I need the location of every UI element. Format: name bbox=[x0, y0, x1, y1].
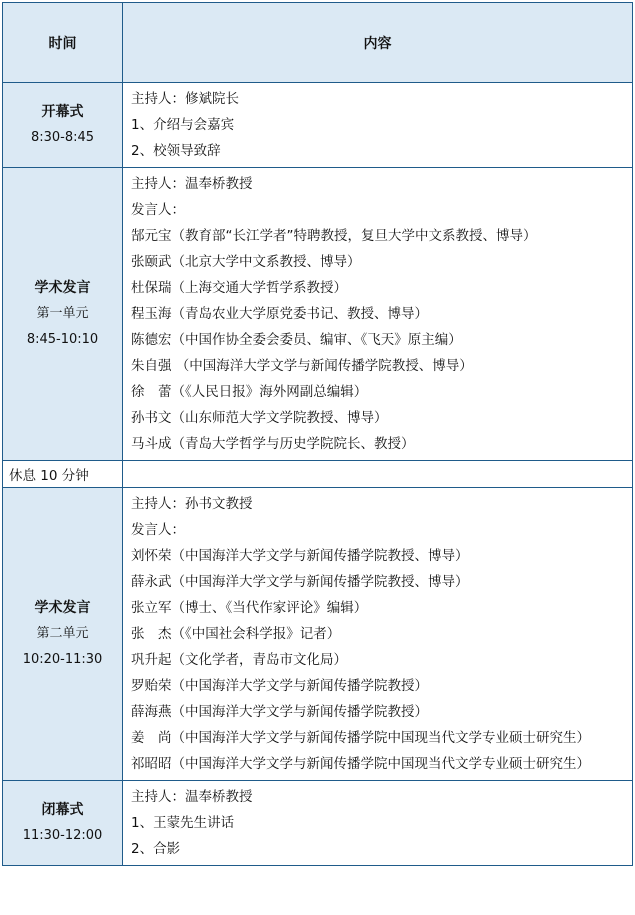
content-line: 陈德宏（中国作协全委会委员、编审、《飞天》原主编） bbox=[131, 332, 462, 348]
content-line: 薛海燕（中国海洋大学文学与新闻传播学院教授） bbox=[131, 704, 428, 720]
content-line: 罗贻荣（中国海洋大学文学与新闻传播学院教授） bbox=[131, 678, 428, 694]
schedule-table bbox=[2, 2, 633, 866]
break-empty bbox=[123, 461, 633, 488]
session-time: 10:20-11:30 bbox=[22, 652, 103, 667]
content-line: 张 杰（《中国社会科学报》记者） bbox=[131, 626, 341, 642]
session-label bbox=[3, 781, 123, 866]
session-row-closing bbox=[3, 781, 633, 866]
content-line: 主持人：温奉桥教授 bbox=[131, 176, 253, 192]
content-line: 发言人： bbox=[131, 202, 185, 218]
content-line: 1、王蒙先生讲话 bbox=[131, 815, 235, 831]
content-line: 巩升起（文化学者，青岛市文化局） bbox=[131, 652, 347, 668]
content-line: 主持人：温奉桥教授 bbox=[131, 789, 253, 805]
session-sub: 第一单元 bbox=[36, 306, 89, 321]
content-line: 祁昭昭（中国海洋大学文学与新闻传播学院中国现当代文学专业硕士研究生） bbox=[131, 756, 590, 772]
content-line: 姜 尚（中国海洋大学文学与新闻传播学院中国现当代文学专业硕士研究生） bbox=[131, 730, 590, 746]
content-line: 杜保瑞（上海交通大学哲学系教授） bbox=[131, 280, 347, 296]
break-row bbox=[3, 461, 633, 488]
session-time: 8:45-10:10 bbox=[26, 332, 99, 347]
session-time: 8:30-8:45 bbox=[30, 130, 95, 145]
session-row-unit2 bbox=[3, 488, 633, 781]
session-label bbox=[3, 83, 123, 168]
session-content bbox=[123, 83, 633, 168]
content-line: 马斗成（青岛大学哲学与历史学院院长、教授） bbox=[131, 436, 415, 452]
content-line: 张立军（博士、《当代作家评论》编辑） bbox=[131, 600, 368, 616]
session-content bbox=[123, 781, 633, 866]
content-line: 张颐武（北京大学中文系教授、博导） bbox=[131, 254, 361, 270]
header-row bbox=[3, 3, 633, 83]
content-line: 薛永武（中国海洋大学文学与新闻传播学院教授、博导） bbox=[131, 574, 469, 590]
session-label bbox=[3, 168, 123, 461]
break-label: 休息 10 分钟 bbox=[3, 461, 123, 488]
content-line: 发言人： bbox=[131, 522, 185, 538]
content-line: 刘怀荣（中国海洋大学文学与新闻传播学院教授、博导） bbox=[131, 548, 469, 564]
session-row-unit1 bbox=[3, 168, 633, 461]
session-time: 11:30-12:00 bbox=[22, 828, 103, 843]
content-line: 1、介绍与会嘉宾 bbox=[131, 117, 235, 133]
session-name: 学术发言 bbox=[34, 600, 91, 616]
session-name: 闭幕式 bbox=[41, 802, 84, 818]
session-content bbox=[123, 168, 633, 461]
header-content: 内容 bbox=[123, 3, 633, 83]
session-row-opening bbox=[3, 83, 633, 168]
content-line: 郜元宝（教育部“长江学者”特聘教授，复旦大学中文系教授、博导） bbox=[131, 228, 537, 244]
content-line: 主持人：孙书文教授 bbox=[131, 496, 253, 512]
content-line: 徐 蕾（《人民日报》海外网副总编辑） bbox=[131, 384, 368, 400]
content-line: 孙书文（山东师范大学文学院教授、博导） bbox=[131, 410, 388, 426]
session-content bbox=[123, 488, 633, 781]
content-line: 2、校领导致辞 bbox=[131, 143, 221, 159]
content-line: 2、合影 bbox=[131, 841, 181, 857]
content-line: 程玉海（青岛农业大学原党委书记、教授、博导） bbox=[131, 306, 428, 322]
header-time: 时间 bbox=[3, 3, 123, 83]
session-name: 学术发言 bbox=[34, 280, 91, 296]
session-sub: 第二单元 bbox=[36, 626, 89, 641]
content-line: 主持人：修斌院长 bbox=[131, 91, 239, 107]
session-label bbox=[3, 488, 123, 781]
content-line: 朱自强 （中国海洋大学文学与新闻传播学院教授、博导） bbox=[131, 358, 473, 374]
session-name: 开幕式 bbox=[41, 104, 84, 120]
